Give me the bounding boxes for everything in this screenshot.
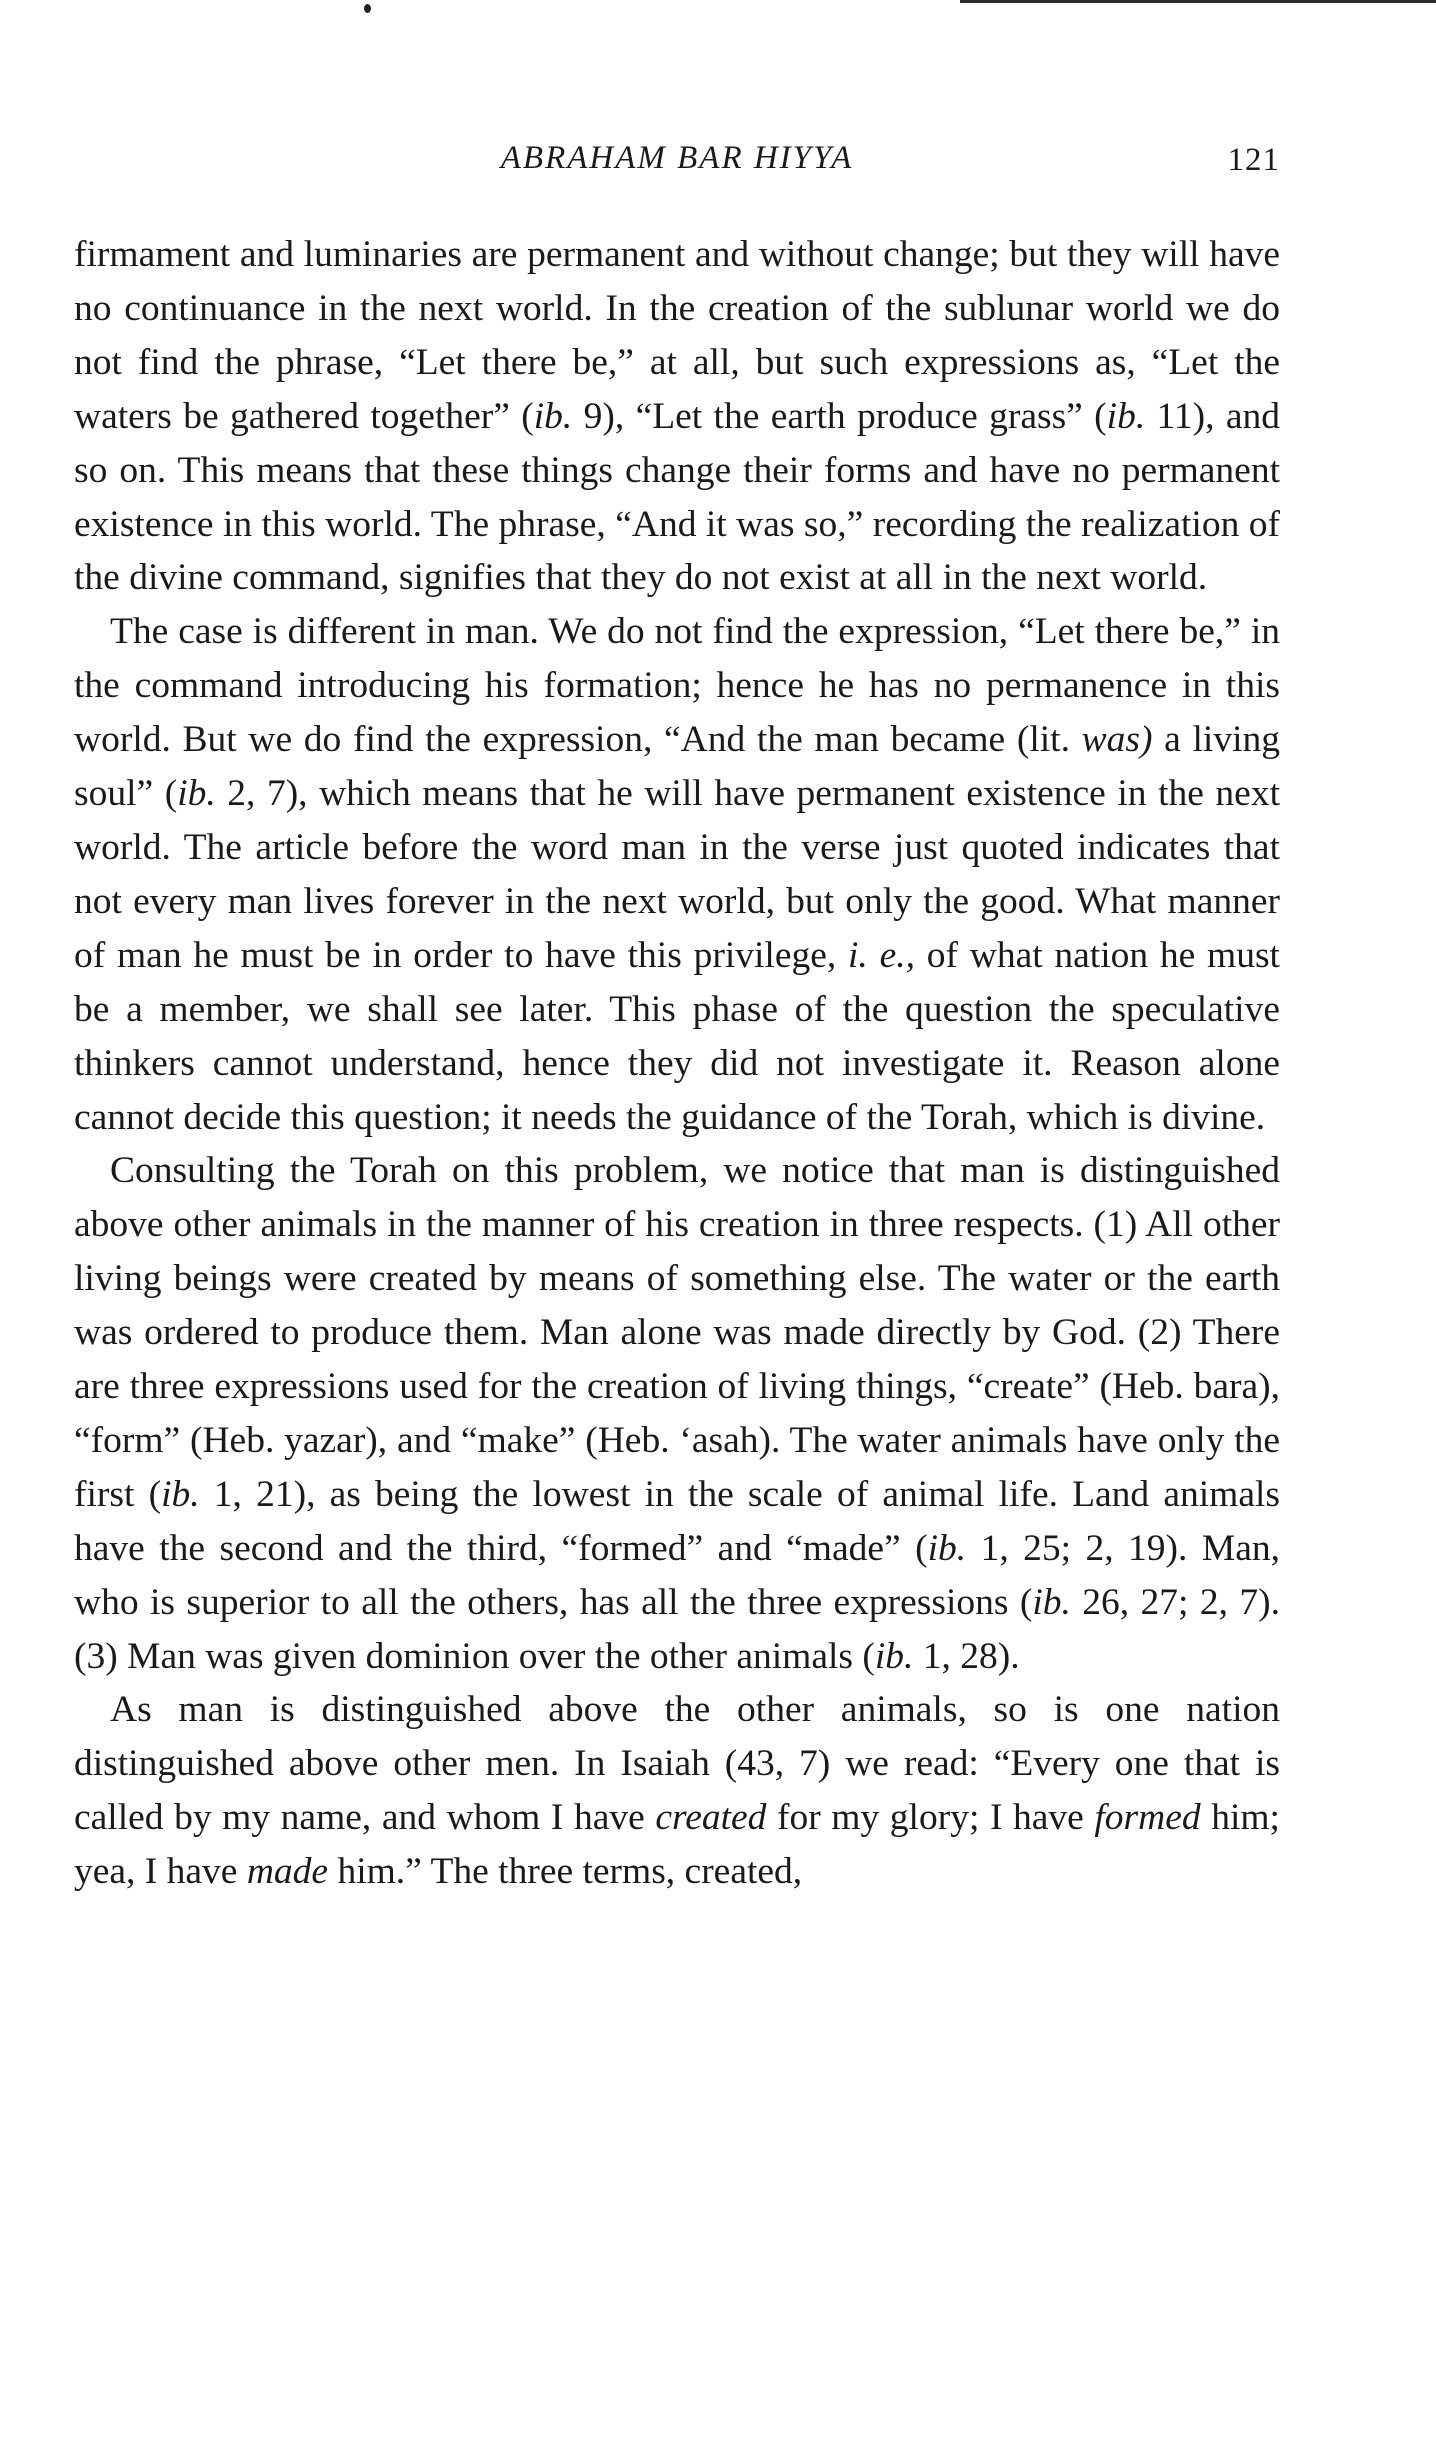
text-run: As man is distinguished above the other animals, so is one nation distinguished above other men. In Isaiah (43, 7) we read: “Every one that is called by my name, and whom I have: [74, 1689, 1280, 1839]
italic-text: made: [246, 1851, 329, 1893]
italic-text: i. e.,: [848, 934, 915, 976]
text-run: a living soul” (: [74, 719, 1280, 815]
text-run: 1, 28).: [913, 1635, 1020, 1677]
text-run: 1, 21), as being the lowest in the scale of animal life. Land animals have the second and the third, “formed” and “made” (: [74, 1473, 1280, 1569]
text-run: him; yea, I have: [74, 1797, 1280, 1893]
running-title: ABRAHAM BAR HIYYA: [500, 140, 854, 176]
running-head: [74, 140, 1280, 190]
page-number: 121: [1227, 142, 1280, 178]
text-run: firmament and luminaries are permanent and without change; but they will have no continuance in the next world. In the creation of the sublunar world we do not find the phrase, “Let there be,” at all, but such expressions as, “Let the waters be gathered together” (: [74, 234, 1280, 437]
text-run: of what nation he must be a member, we shall see later. This phase of the question the speculative thinkers cannot understand, hence they did not investigate it. Reason alone cannot decide this question; it needs the guidance of the Torah, which is divine.: [74, 934, 1280, 1138]
top-edge-rule: [960, 0, 1436, 3]
text-run: 2, 7), which means that he will have permanent existence in the next world. The article before the word man in the verse just quoted indicates that not every man lives forever in the next world, but only the good. What manner of man he must be in order to have this privilege,: [74, 773, 1280, 976]
italic-text: ib.: [1032, 1581, 1071, 1623]
paragraph-2: [74, 605, 1280, 1144]
ink-speck: [364, 4, 371, 13]
text-run: 9), “Let the earth produce grass” (: [572, 395, 1107, 437]
text-run: The case is different in man. We do not find the expression, “Let there be,” in the command introducing his formation; hence he has no permanence in this world. But we do find the expression, “And the man became (lit.: [74, 611, 1280, 761]
italic-text: ib.: [874, 1635, 914, 1677]
italic-text: ib.: [1106, 395, 1146, 437]
italic-text: ib.: [533, 395, 573, 437]
text-run: 11), and so on. This means that these things change their forms and have no permanent existence in this world. The phrase, “And it was so,” recording the realization of the divine command, signifies that they do not exist at all in the next world.: [74, 395, 1281, 599]
italic-text: ib.: [177, 773, 216, 815]
text-run: 26, 27; 2, 7). (3) Man was given dominion over the other animals (: [74, 1581, 1280, 1677]
paragraph-1: [74, 228, 1280, 605]
italic-text: created: [655, 1797, 767, 1839]
paragraph-4: [74, 1683, 1280, 1899]
text-run: him.” The three terms, created,: [328, 1851, 803, 1893]
italic-text: ib.: [927, 1527, 967, 1569]
text-run: for my glory; I have: [766, 1797, 1095, 1839]
italic-text: was): [1081, 719, 1153, 761]
italic-text: formed: [1094, 1797, 1201, 1839]
paragraph-3: [74, 1144, 1280, 1683]
body-text: [74, 228, 1280, 1899]
text-run: Consulting the Torah on this problem, we notice that man is distinguished above other animals in the manner of his creation in three respects. (1) All other living beings were created by means of something else. The water or the earth was ordered to produce them. Man alone was made directly by God. (2) There are three expressions used for the creation of living things, “create” (Heb. bara), “form” (Heb. yazar), and “make” (Heb. ‘asah). The water animals have only the first (: [74, 1150, 1280, 1515]
text-run: 1, 25; 2, 19). Man, who is superior to all the others, has all the three expressions (: [74, 1527, 1280, 1623]
italic-text: ib.: [161, 1473, 200, 1515]
